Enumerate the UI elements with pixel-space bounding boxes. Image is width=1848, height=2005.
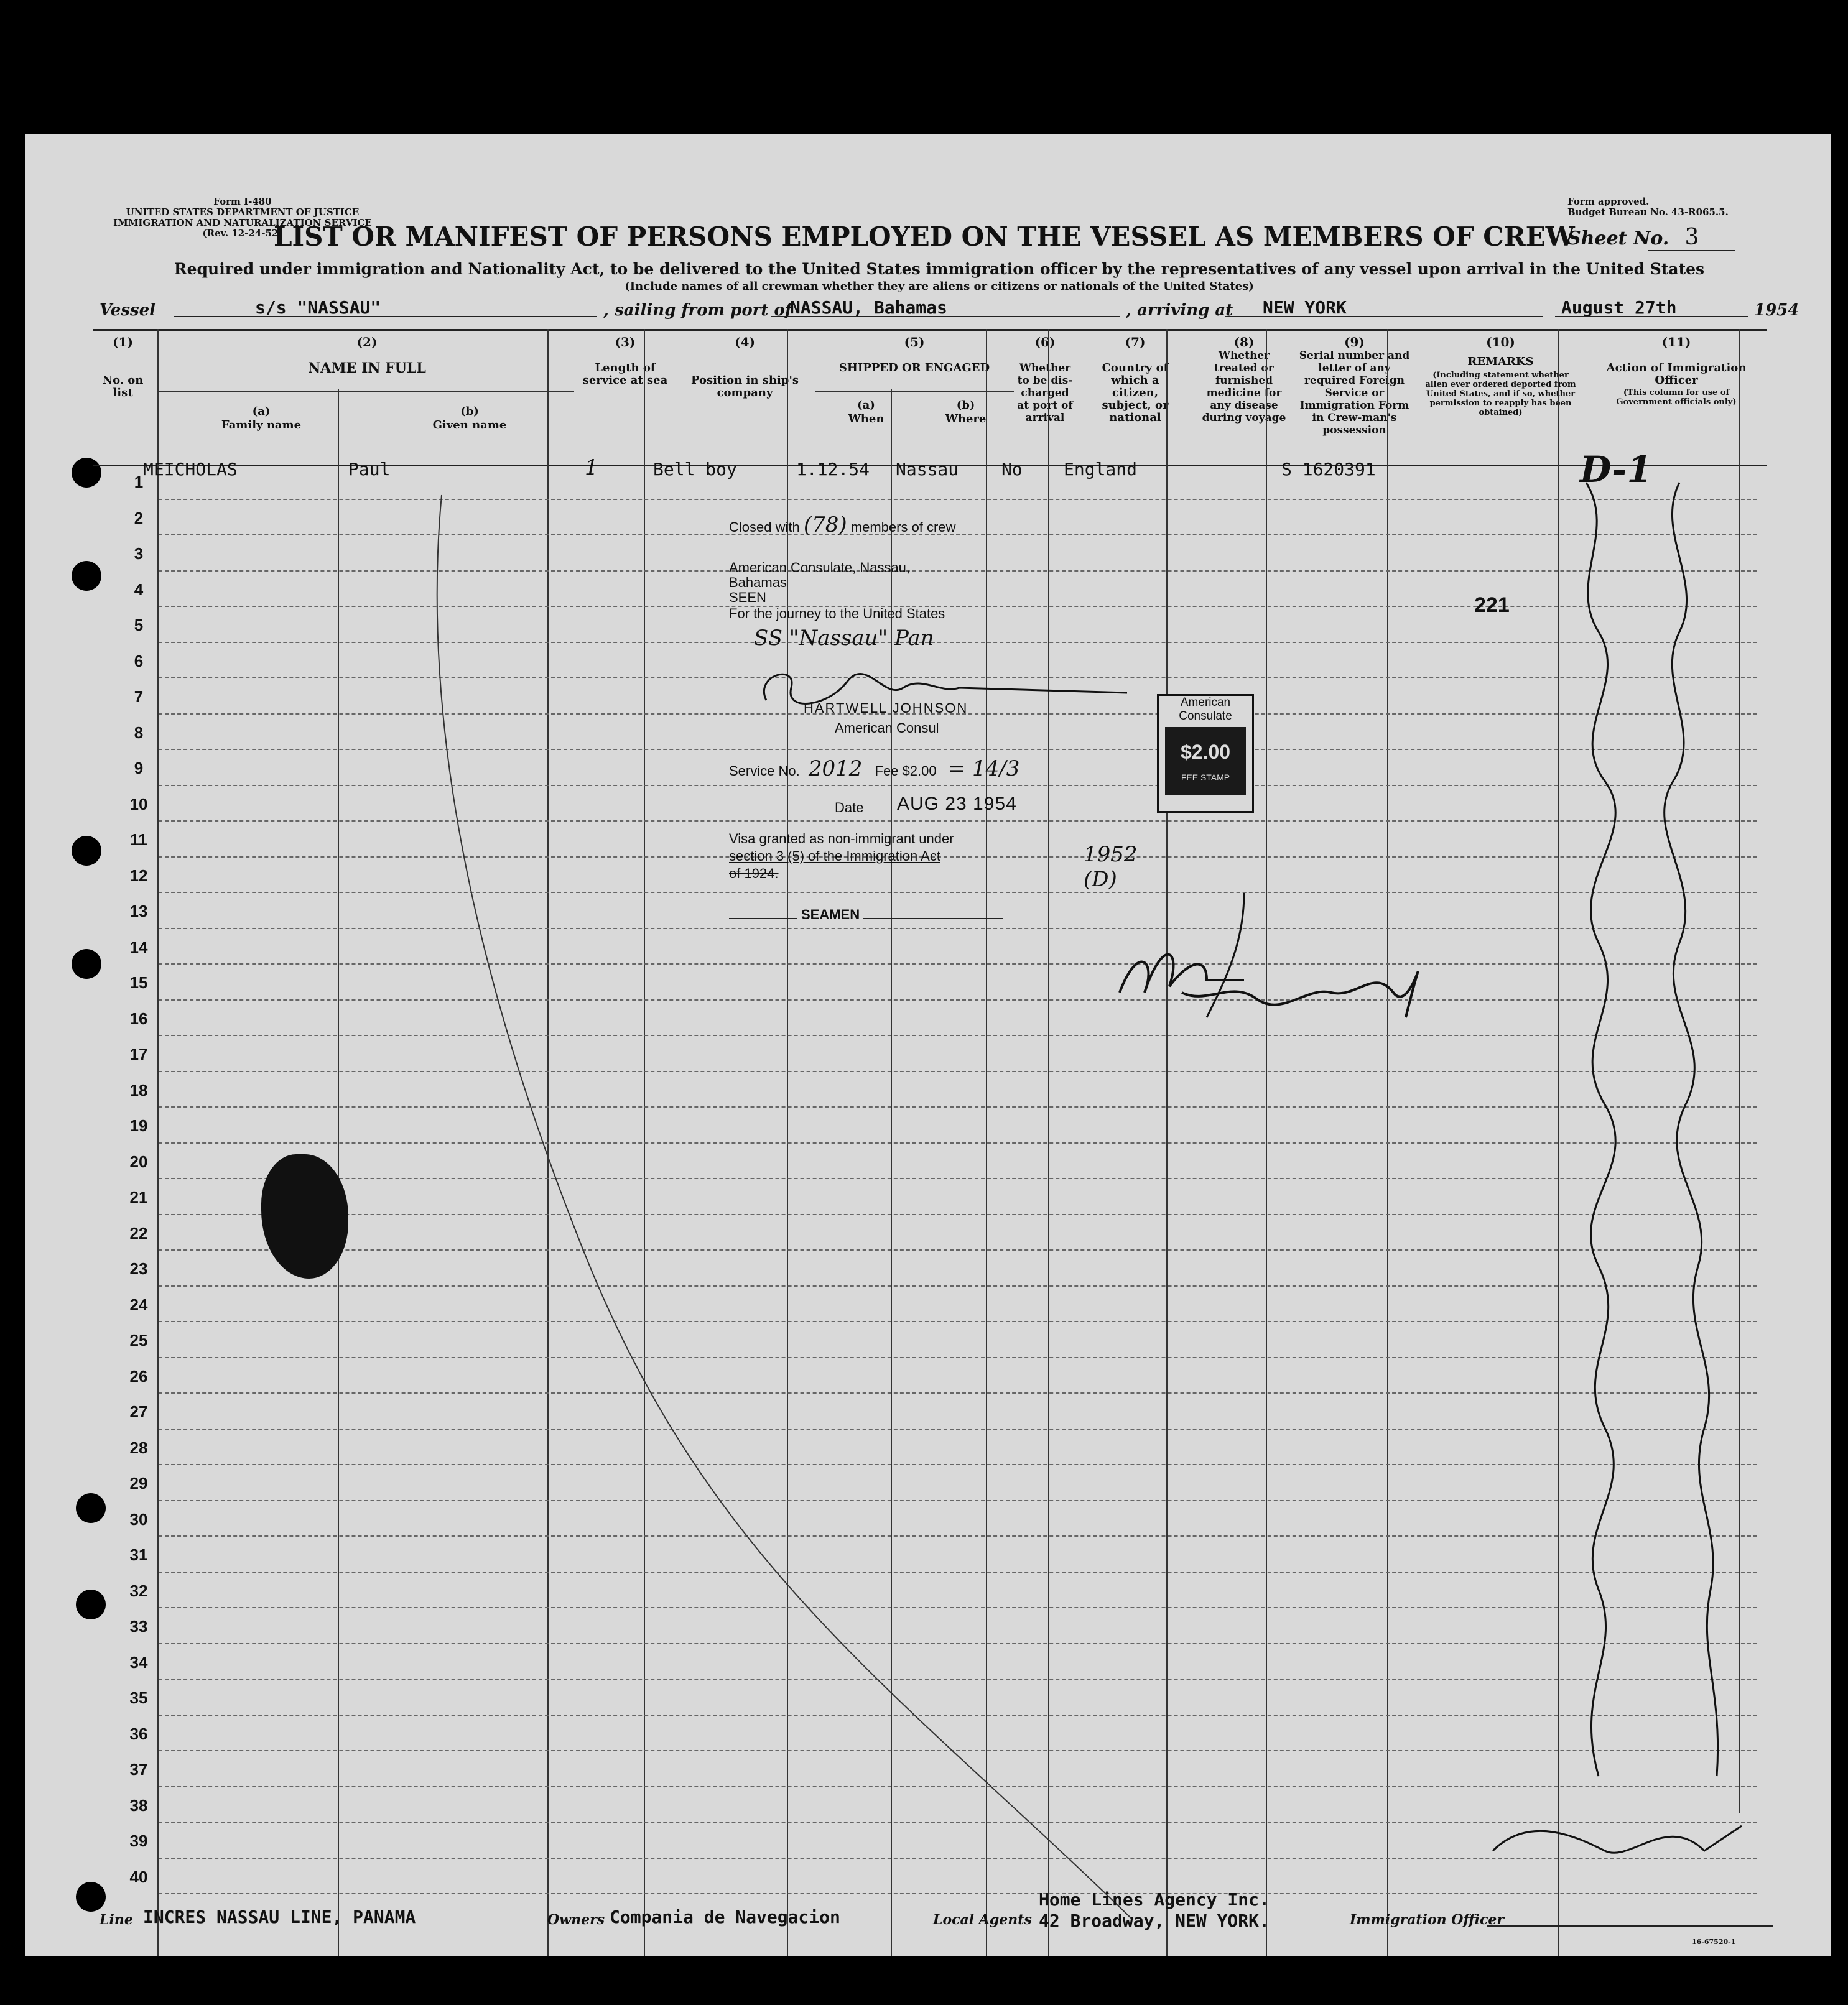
col-5b-number: (b)	[956, 399, 975, 412]
row-number: 5	[134, 616, 144, 634]
col-9-label: Serial number and letter of any required Foreign Service or Immigration Form in Crew-man's possession	[1299, 350, 1410, 437]
budget-bureau: Budget Bureau No. 43-R065.5.	[1567, 206, 1729, 218]
owners-label: Owners	[547, 1912, 605, 1928]
row-number: 38	[129, 1795, 148, 1815]
col-10-label: REMARKS	[1467, 355, 1534, 368]
col-8-number: (8)	[1233, 335, 1255, 350]
visa-line-2: section 3 (5) of the Immigration Act	[729, 848, 940, 864]
seen-label: SEEN	[729, 590, 766, 605]
sailing-port: NASSAU, Bahamas	[790, 297, 947, 318]
col-6-label: Whether to be dis-charged at port of arrival	[1017, 362, 1073, 424]
row-number: 1	[134, 473, 144, 491]
form-subtitle: Required under immigration and Nationality Act, to be delivered to the United States immigration officer by the representatives of any vessel upon arrival in the United States	[174, 260, 1705, 278]
row-number: 29	[129, 1474, 148, 1493]
fee-stamp-line-2: Consulate	[1179, 710, 1232, 723]
seamen-label: SEAMEN	[797, 907, 863, 923]
fee-stamp-amount: $2.00	[1180, 741, 1231, 763]
col-2-number: (2)	[356, 335, 378, 350]
col-2-label: NAME IN FULL	[308, 360, 426, 376]
row-number: 7	[134, 687, 144, 706]
entry-family-name: MEICHOLAS	[143, 459, 238, 479]
entry-country: England	[1064, 459, 1138, 479]
col-4-number: (4)	[735, 335, 755, 350]
entry-length-of-service: 1	[585, 455, 598, 480]
form-title: LIST OR MANIFEST OF PERSONS EMPLOYED ON THE VESSEL AS MEMBERS OF CREW	[274, 221, 1575, 252]
visa-line-1: Visa granted as non-immigrant under	[729, 831, 954, 846]
sheet-number: 3	[1648, 225, 1735, 251]
row-number: 33	[129, 1617, 148, 1636]
service-number: 2012	[808, 756, 863, 781]
row-number: 9	[134, 759, 144, 777]
remarks-count: 221	[1474, 593, 1510, 617]
row-number: 30	[129, 1509, 148, 1529]
fee-note: = 14/3	[947, 756, 1020, 781]
col-5a-label: When	[848, 412, 885, 425]
include-note: (Include names of all crewman whether they are aliens or citizens or nationals of the United States)	[625, 280, 1254, 293]
col-3-number: (3)	[615, 335, 636, 350]
row-number: 11	[130, 830, 147, 849]
col-3-label: Length of service at sea	[582, 361, 668, 387]
row-number: 40	[129, 1867, 148, 1886]
col-7-number: (7)	[1125, 335, 1146, 350]
col-2a-number: (a)	[252, 405, 271, 418]
vessel-label: Vessel	[100, 301, 156, 320]
row-number: 16	[129, 1009, 148, 1028]
col-7-label: Country of which a citizen, subject, or national	[1102, 361, 1169, 424]
date-label: Date	[835, 800, 864, 815]
col-5-label: SHIPPED OR ENGAGED	[838, 361, 990, 374]
agent-name: Home Lines Agency Inc.	[1039, 1889, 1270, 1910]
handwritten-marks	[25, 134, 1831, 1956]
row-number: 20	[129, 1152, 148, 1171]
closed-suffix: members of crew	[850, 519, 956, 535]
col-1-number: (1)	[113, 335, 133, 350]
row-number: 23	[129, 1259, 148, 1278]
row-number: 6	[134, 651, 144, 670]
officer-underline	[1487, 1925, 1773, 1927]
row-number: 32	[129, 1581, 148, 1600]
sailing-label: , sailing from port of	[603, 301, 792, 320]
row-number: 37	[129, 1760, 148, 1779]
row-number: 3	[134, 544, 144, 563]
row-number: 34	[129, 1652, 148, 1672]
consulate-place: Bahamas	[729, 575, 787, 590]
owners-name: Compania de Navegacion	[610, 1907, 840, 1927]
col-4-label: Position in ship's company	[690, 374, 799, 399]
row-number: 25	[129, 1331, 148, 1350]
row-number: 26	[129, 1366, 148, 1386]
officer-label: Immigration Officer	[1350, 1912, 1504, 1928]
row-number: 14	[129, 937, 148, 956]
col-10-number: (10)	[1486, 335, 1515, 350]
visa-line-3: of 1924.	[729, 866, 779, 881]
stamp-date: AUG 23 1954	[897, 794, 1017, 814]
visa-year: 1952 (D)	[1084, 842, 1138, 892]
row-number: 22	[129, 1223, 148, 1243]
arrival-year: 1954	[1754, 301, 1799, 320]
row-number: 36	[129, 1724, 148, 1743]
punch-hole	[76, 1975, 106, 2005]
closed-prefix: Closed with	[729, 519, 800, 535]
consul-name: HARTWELL JOHNSON	[804, 700, 968, 716]
footer	[100, 1889, 1773, 1950]
col-2b-label: Given name	[432, 419, 507, 432]
entry-action: D-1	[1580, 448, 1652, 491]
row-number: 39	[129, 1831, 148, 1850]
col-11-label: Action of Immigration Officer	[1606, 361, 1747, 387]
row-number: 4	[134, 580, 144, 599]
journey-vessel: SS "Nassau" Pan	[754, 626, 934, 651]
department: UNITED STATES DEPARTMENT OF JUSTICE	[126, 206, 360, 218]
service-label: Service No.	[729, 763, 800, 779]
row-number: 24	[129, 1295, 148, 1314]
row-number: 13	[129, 902, 148, 920]
col-11-note: (This column for use of Government officials only)	[1616, 388, 1737, 407]
agents-label: Local Agents	[933, 1912, 1032, 1928]
row-number: 15	[129, 973, 148, 992]
entry-given-name: Paul	[348, 459, 391, 479]
row-number: 18	[129, 1080, 148, 1100]
row-number: 27	[129, 1402, 148, 1421]
row-number: 10	[129, 794, 148, 813]
col-10-note: (Including statement whether alien ever ordered deported from United States, and if so, whether permission to reapply has been obtained)	[1425, 371, 1576, 417]
sheet-label: Sheet No.	[1567, 228, 1669, 249]
entry-position: Bell boy	[653, 459, 737, 479]
col-5a-number: (a)	[857, 399, 875, 412]
entry-discharged: No	[1001, 459, 1023, 479]
row-number: 21	[129, 1188, 148, 1206]
arriving-label: , arriving at	[1126, 301, 1233, 320]
row-number: 17	[129, 1045, 148, 1063]
consul-title: American Consul	[835, 720, 939, 736]
print-code: 16-67520-1	[1692, 1938, 1736, 1946]
service: IMMIGRATION AND NATURALIZATION SERVICE	[113, 217, 372, 228]
row-number: 35	[129, 1688, 148, 1707]
col-1-label: No. on list	[102, 374, 144, 399]
closed-count: (78)	[803, 512, 847, 537]
col-5-number: (5)	[904, 335, 925, 350]
entry-shipped-where: Nassau	[896, 459, 959, 479]
revision: (Rev. 12-24-52)	[202, 228, 283, 239]
row-number: 12	[129, 866, 148, 885]
consulate-name: American Consulate, Nassau,	[729, 560, 911, 575]
col-6-number: (6)	[1034, 335, 1056, 350]
col-9-number: (9)	[1344, 335, 1365, 350]
form-number: Form I-480	[213, 196, 272, 207]
arrival-date: August 27th	[1561, 297, 1677, 318]
fee-stamp-caption: FEE STAMP	[1181, 772, 1230, 782]
manifest-sheet	[25, 134, 1831, 1956]
col-5b-label: Where	[945, 412, 987, 425]
col-2b-number: (b)	[460, 405, 479, 418]
entry-shipped-when: 1.12.54	[796, 459, 870, 479]
entry-serial-number: S 1620391	[1281, 459, 1376, 479]
row-number: 8	[134, 723, 144, 742]
form-approved: Form approved.	[1567, 196, 1650, 207]
col-8-label: Whether treated or furnished medicine for any disease during voyage	[1202, 350, 1286, 424]
row-number: 19	[129, 1116, 148, 1135]
row-number: 31	[129, 1545, 148, 1564]
vessel-name: s/s "NASSAU"	[255, 297, 381, 318]
fee-stamp-line-1: American	[1180, 696, 1231, 709]
line-name: INCRES NASSAU LINE, PANAMA	[143, 1907, 416, 1927]
row-number: 28	[129, 1438, 148, 1457]
fee-label: Fee $2.00	[875, 763, 937, 779]
agent-address: 42 Broadway, NEW YORK.	[1039, 1910, 1270, 1931]
journey-label: For the journey to the United States	[729, 606, 945, 621]
arrival-port: NEW YORK	[1263, 297, 1347, 318]
row-number: 2	[134, 508, 144, 527]
line-label: Line	[100, 1912, 133, 1928]
col-2a-label: Family name	[221, 419, 302, 432]
col-11-number: (11)	[1661, 335, 1691, 350]
